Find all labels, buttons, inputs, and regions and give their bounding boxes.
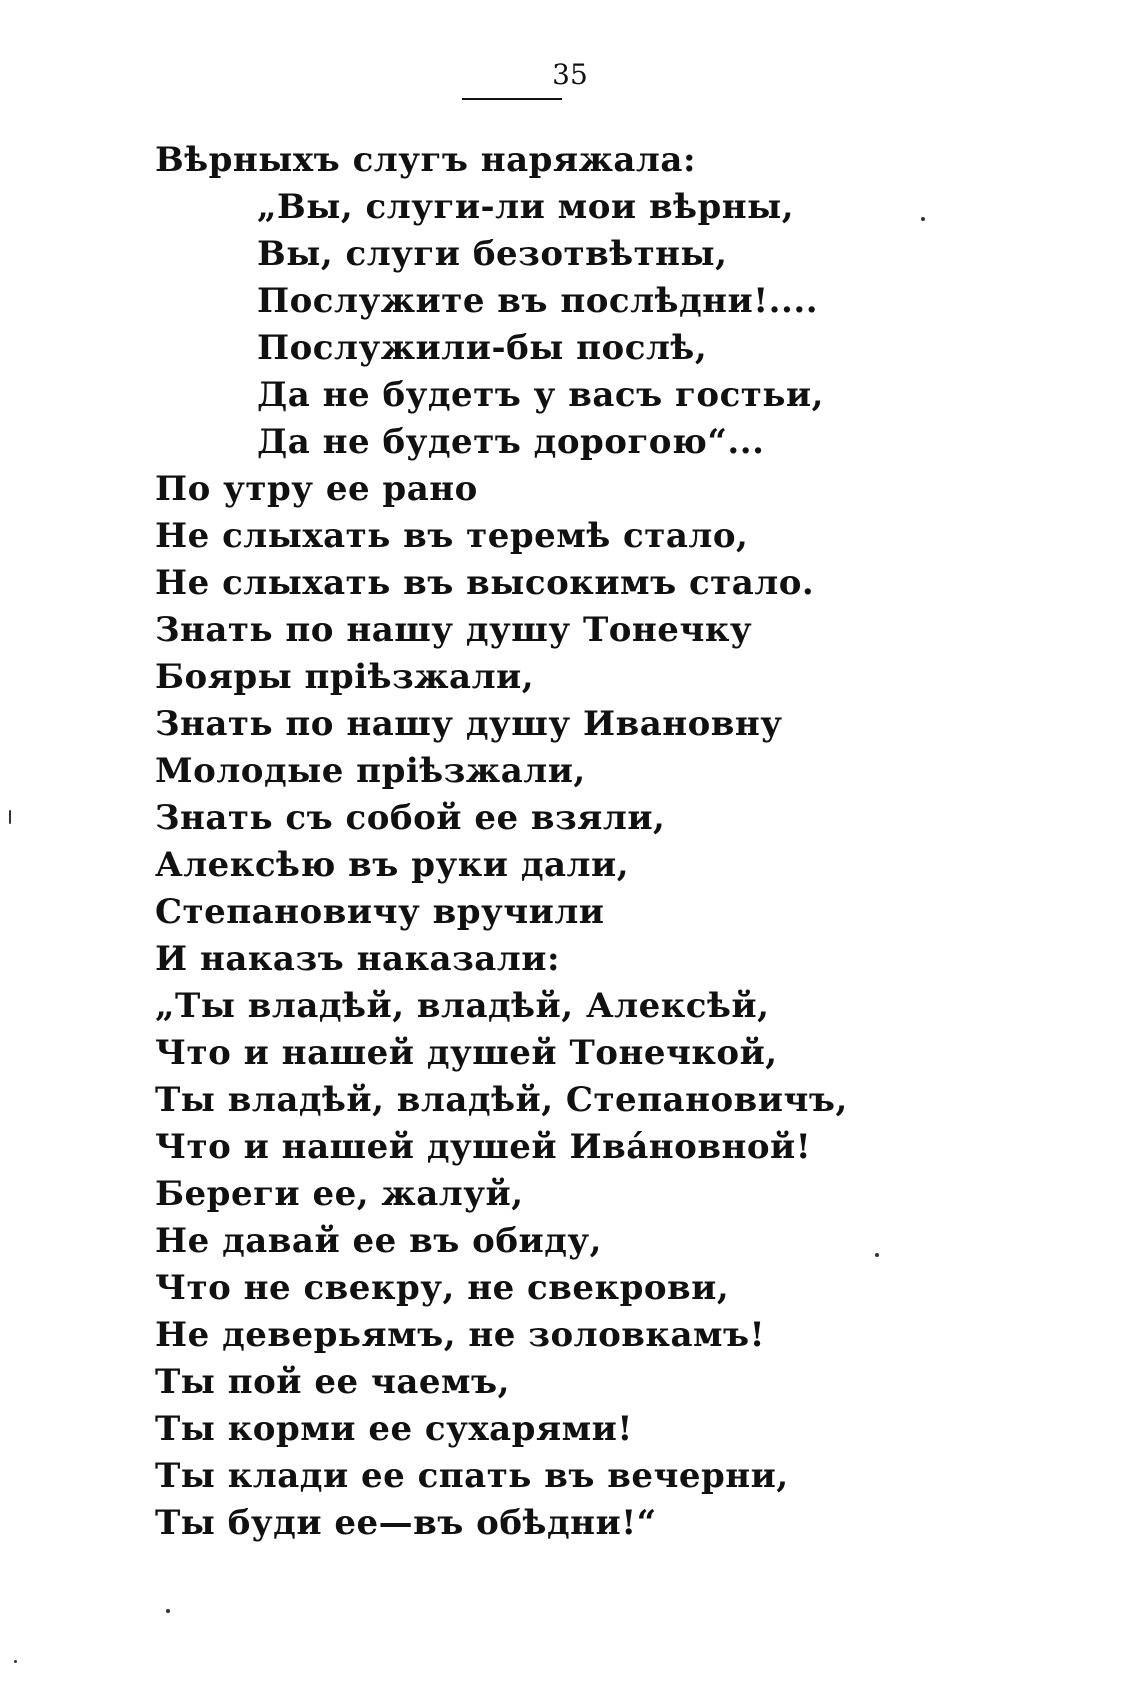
page-number-rule [462,98,562,100]
poem-line: Не слыхать въ высокимъ стало. [155,563,815,603]
print-speck [875,1253,879,1257]
poem-line: И наказъ наказали: [155,939,561,979]
poem-line: Степановичу вручили [155,892,605,932]
poem-line: Не давай ее въ обиду, [155,1221,602,1261]
poem-line: По утру ее рано [155,469,478,509]
poem-line: Алексѣю въ руки дали, [155,845,630,885]
poem-line: Послужите въ послѣдни!.... [257,281,819,321]
poem-line: Ты клади ее спать въ вечерни, [155,1456,789,1496]
poem-line: Да не будетъ у васъ гостьи, [257,375,824,415]
poem-line: Знать по нашу душу Ивановну [155,704,783,744]
poem-line: Молодые прiѣзжали, [155,751,586,791]
poem-line: Знать по нашу душу Тонечку [155,610,753,650]
poem-line: Ты пой ее чаемъ, [155,1362,510,1402]
poem-line: Ты владѣй, владѣй, Степановичъ, [155,1080,848,1120]
poem-line: Не слыхать въ теремѣ стало, [155,516,749,556]
poem-line: Ты корми ее сухарями! [155,1409,633,1449]
print-speck [9,810,11,824]
poem-line: Вѣрныхъ слугъ наряжала: [155,140,696,180]
poem-line: Вы, слуги безотвѣтны, [257,234,728,274]
poem-line: Береги ее, жалуй, [155,1174,524,1214]
poem-line: Бояры прiѣзжали, [155,657,535,697]
poem-line: Что и нашей душей Ивáновной! [155,1127,812,1167]
poem-line: Не деверьямъ, не золовкамъ! [155,1315,766,1355]
print-speck [166,1609,170,1613]
poem-line: „Вы, слуги-ли мои вѣрны, [257,187,795,227]
poem-line: „Ты владѣй, владѣй, Алексѣй, [155,986,770,1026]
poem-line: Что и нашей душей Тонечкой, [155,1033,778,1073]
poem-text [155,137,1085,1547]
poem-line: Ты буди ее—въ обѣдни!“ [155,1503,657,1543]
page-number: 35 [552,58,588,91]
print-speck [14,1660,17,1663]
poem-line: Знать съ собой ее взяли, [155,798,666,838]
print-speck [921,217,925,221]
poem-line: Да не будетъ дорогою“... [257,422,765,462]
poem-line: Послужили-бы послѣ, [257,328,708,368]
poem-line: Что не свекру, не свекрови, [155,1268,730,1308]
